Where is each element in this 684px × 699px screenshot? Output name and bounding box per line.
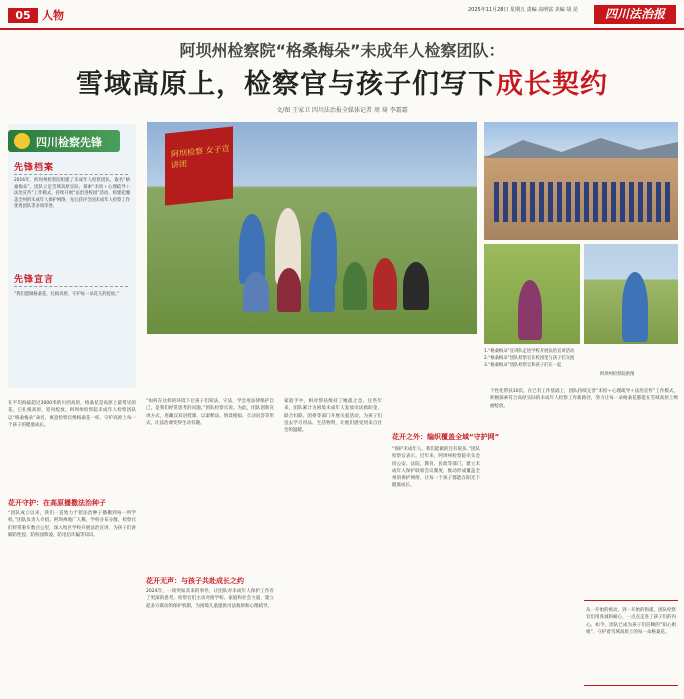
newspaper-masthead: 四川法治报 (594, 5, 676, 24)
issue-info: 2025年11月28日 星期五 责编 高明富 美编 胡 昆 (468, 7, 578, 13)
pull-quote-box (584, 600, 678, 686)
photo-credit: 阿坝州检察院供图 (600, 372, 635, 377)
mountains (484, 138, 678, 158)
child-figure (243, 272, 269, 312)
school-assembly-photo (484, 122, 678, 240)
headline-accent: 成长契约 (496, 69, 608, 100)
section-number: 05 (8, 8, 38, 23)
subhead-2: 花开无声：与孩子共赴成长之约 (146, 577, 244, 585)
voice-heading: 先锋宣言 (14, 275, 55, 285)
badge-icon (14, 133, 30, 149)
sidebar-banner (8, 130, 120, 152)
child-figure (343, 262, 367, 310)
photo-caption: 1.“格桑梅朵”宣讲队走进学校开展法治宣讲活动 2.“格桑梅朵”团队检察官在校园里与孩子们交流 3.“格桑梅朵”团队检察官和孩子们在一起 (484, 349, 575, 368)
subhead-1: 花开守护：在高原播撒法治种子 (8, 499, 106, 507)
bio-heading: 先锋档案 (14, 163, 55, 173)
child-figure (373, 258, 397, 310)
pull-quote: 从一开始的被动，到一开始的拘谨，团队检察官们用真诚和耐心，一点点走进了孩子们的内心。如今，团队已成为孩子们信赖的“知心姐姐”，守护着雪域高原上的每一朵格桑花。 (586, 608, 676, 635)
subhead-3: 花开之外：编织覆盖全域“守护网” (392, 433, 500, 441)
divider (14, 286, 128, 287)
banner-flag (165, 126, 233, 205)
child-figure (518, 280, 542, 340)
article-byline: 文/图 王家卫 四川法治报全媒体记者 周 琦 李霜霜 (276, 107, 408, 114)
prosecutor-figure (622, 272, 648, 342)
child-figure (403, 262, 429, 310)
body-col4-text: “保护未成年人，我们能做的还有很多。”团队检察官表示。近年来，阿坝州检察院牵头会同公安、法院、教育、民政等部门，建立未成年人保护联席会议制度，推动形成覆盖全州的保护网络，让每一个孩子都能在阳光下健康成长。 (392, 447, 480, 489)
sidebar-banner-title: 四川检察先锋 (36, 136, 102, 149)
student-rows (494, 182, 670, 222)
body-col1-text: “团队成立以来，我们一直致力于把法治种子播撒到每一所学校。”团队负责人介绍。阿坝州地广人稀，学校分布分散，检察官们经常驱车数百公里，深入牧区学校开展法治宣讲，为孩子们讲解防性侵、防校园欺凌、防电信诈骗等知识。 (8, 511, 136, 538)
article-headline (0, 62, 684, 101)
article-kicker: 阿坝州检察院“格桑梅朵”未成年人检察团队： (179, 41, 505, 60)
divider (14, 174, 128, 175)
prosecutor-figure (309, 266, 335, 312)
page-header (0, 0, 684, 30)
child-figure (277, 268, 301, 312)
section-name: 人物 (42, 9, 64, 22)
body-col5-text: 个性化帮扶10次。在已有工作基础上，团队持续完善“未检＋心理疏导＋法治宣传”工作模式，积极探索符合高原实际的未成年人检察工作新路径，努力让每一朵格桑花都能在雪域高原上绚丽绽放。 (490, 389, 678, 409)
child-photo (484, 244, 580, 344)
body-col1-intro: 在平均海拔超过3000米的川西高原，格桑花是高原上最常见的花，它扎根高原，迎风绽放。阿坝州检察院未成年人检察团队以“格桑梅朵”命名，寓意检察官像格桑花一样，守护高原上每一个孩子的健康成长。 (8, 401, 136, 428)
bio-text: 2016年，阿坝州检察院组建了未成年人检察团队，取名“格桑梅朵”。团队立足雪域高原实际，探索“未检＋心理疏导＋法治宣传”工作模式，持续开展“法治进校园”活动，构建起覆盖全州的未成年人保护网络，先后获评全国未成年人检察工作优秀团队等多项荣誉。 (14, 178, 131, 210)
body-col3-text: 家庭手中，相对帮扶维持了她最之急。这些年来，团队累计为困境未成年人发放司法救助金，联合妇联、团委等部门开展关爱活动，为孩子们送去学习用品、生活物资，让他们感受到来自社会的温暖。 (284, 399, 382, 434)
body-col2-text2: 2024年，一场突如其来的事件，让团队对未成年人保护工作有了更深的思考。检察官们主动对接学校、家庭和社会力量，建立起多方联动的保护机制，为困境儿童提供司法救助和心理疏导。 (146, 589, 274, 609)
body-col2-text: “如何在这样的环境下让孩子们知法、守法，学会用法律保护自己，是我们经常思考的问题。”团队检察官说。为此，团队创新宣讲方式，用藏汉双语授课，以案释法、情景模拟、互动问答等形式，让法治课变得生动有趣。 (146, 399, 274, 426)
flag-text: 阿坝检察 女子宣讲团 (171, 143, 230, 170)
voice-text: “我们愿做格桑花，扎根高原，守护每一朵花儿的绽放。” (14, 292, 120, 297)
headline-main: 雪域高原上，检察官与孩子们写下 (76, 69, 496, 100)
main-photo (147, 122, 477, 334)
prosecutor-photo (584, 244, 678, 344)
